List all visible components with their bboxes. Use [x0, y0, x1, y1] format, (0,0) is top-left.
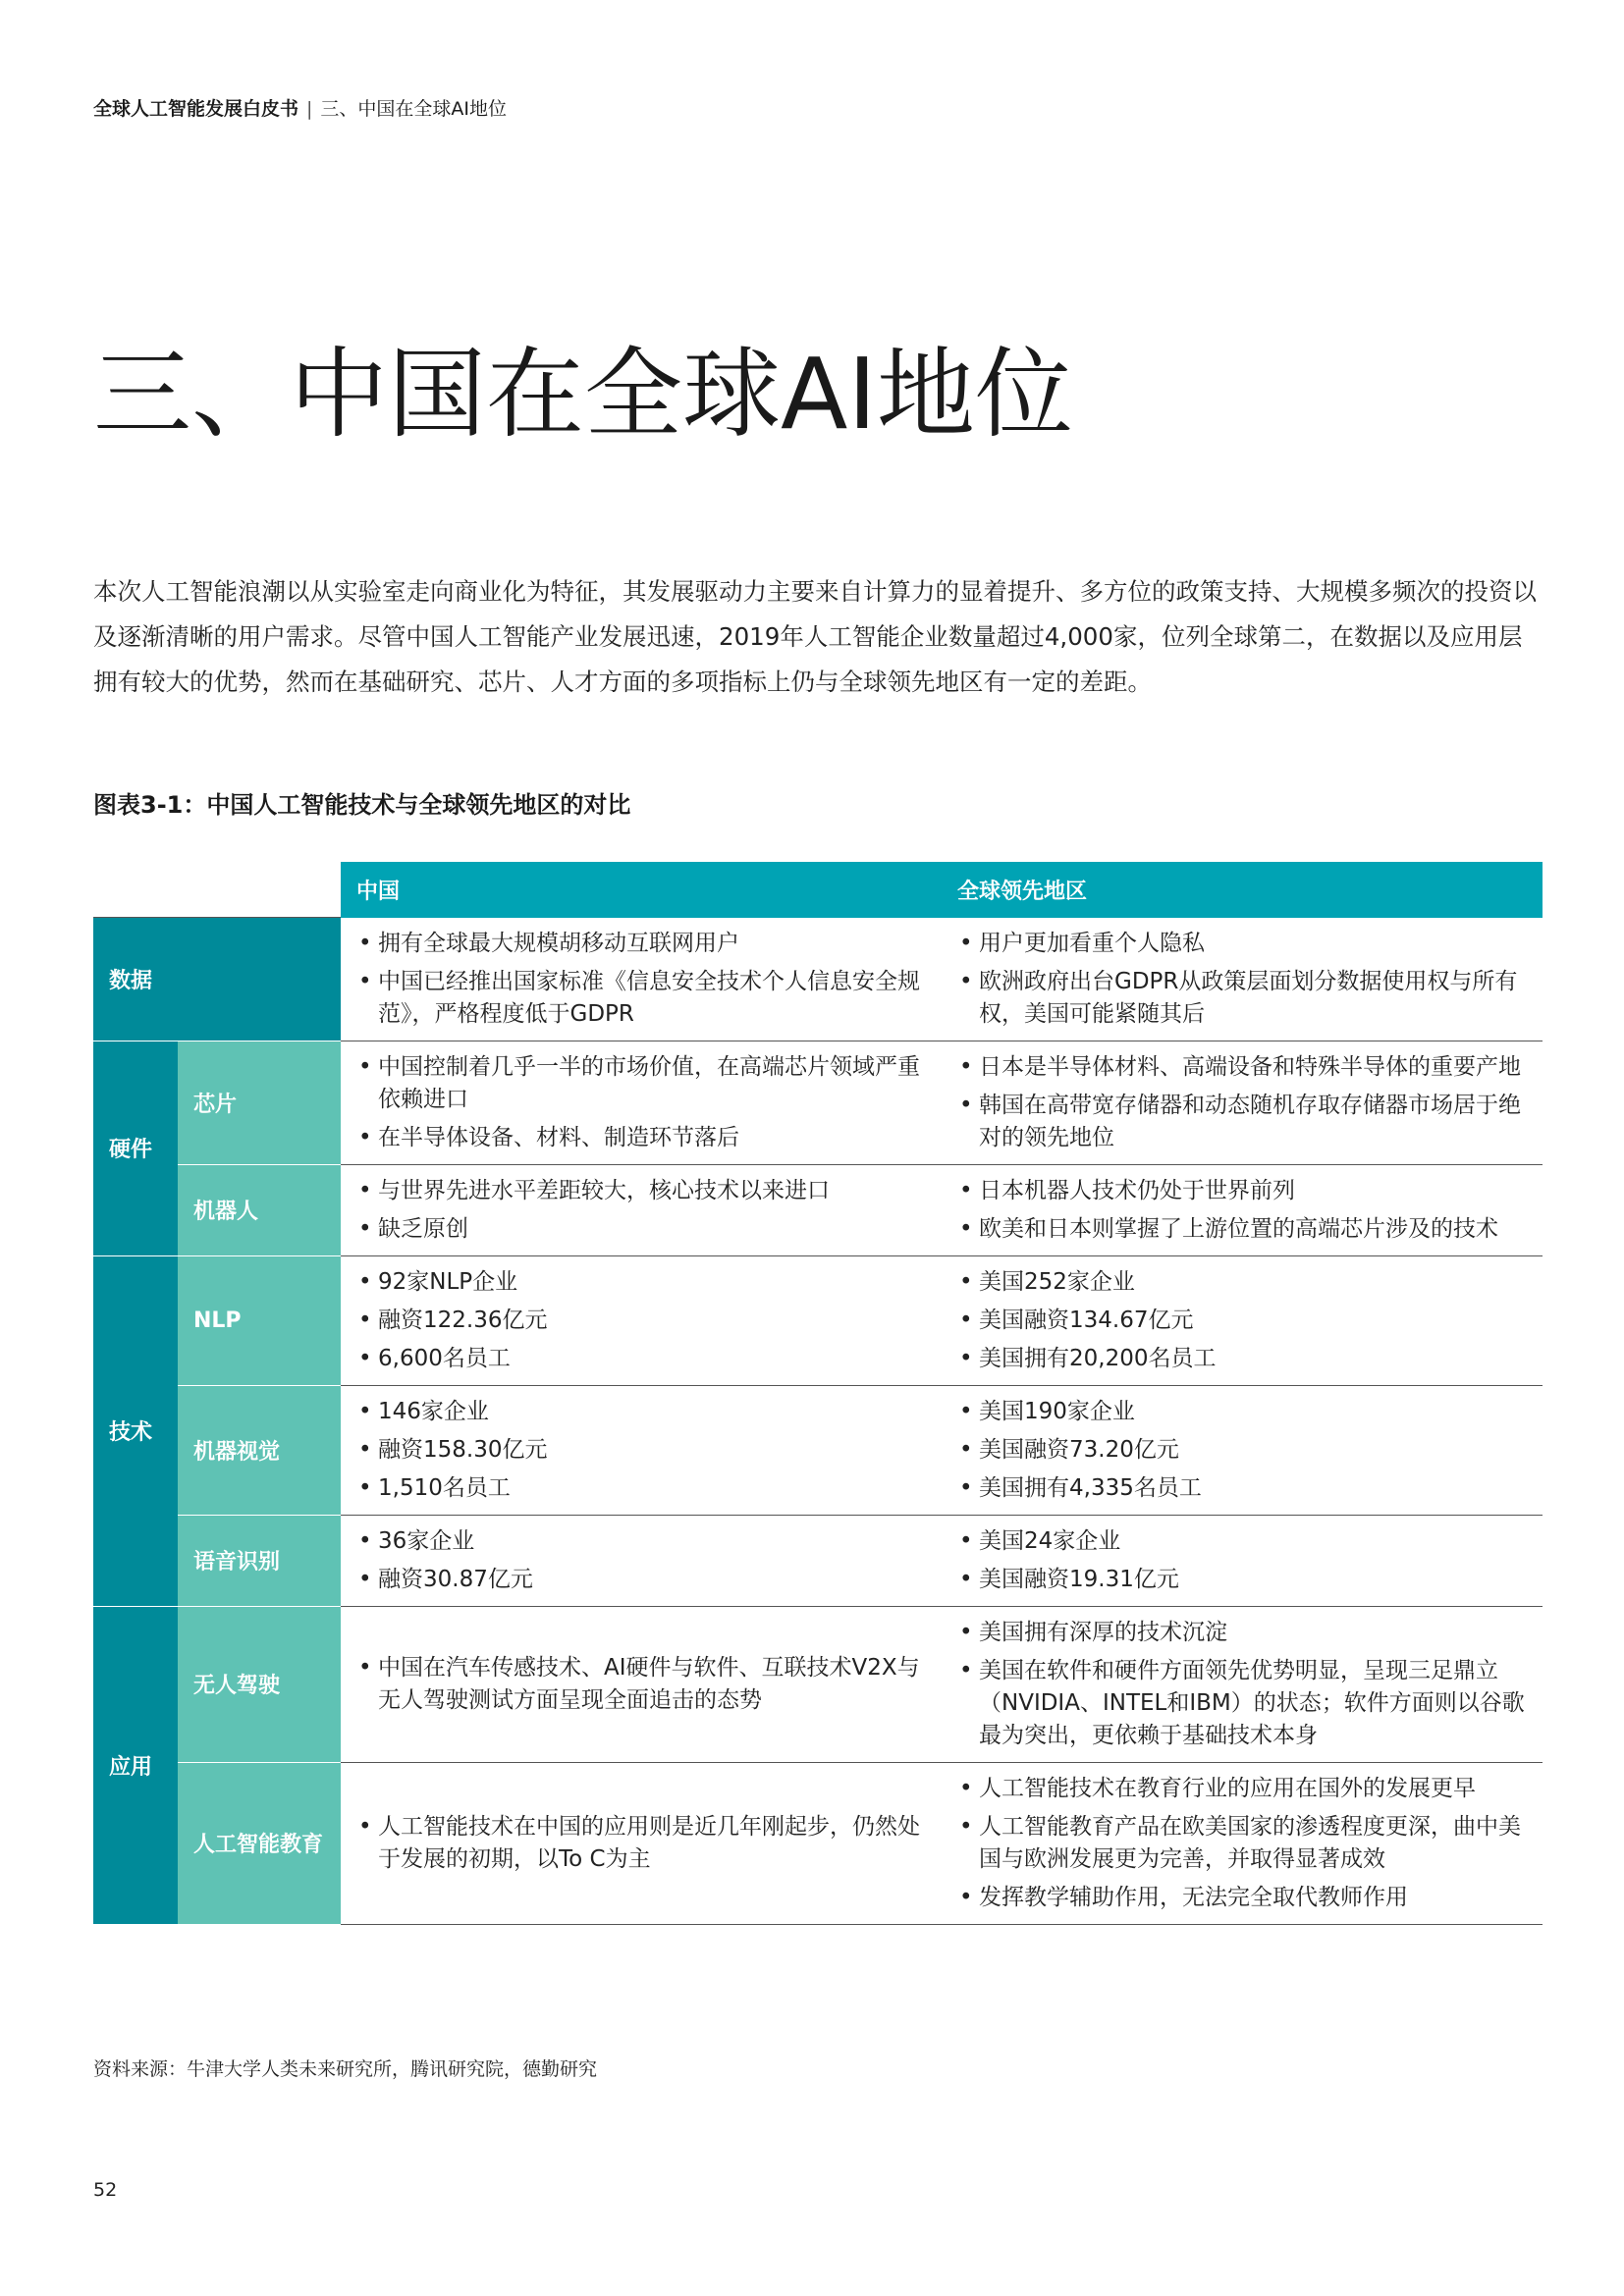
bullet-item: • 146家企业: [356, 1396, 936, 1428]
bullet-item: • 36家企业: [356, 1525, 936, 1558]
bullet-list: [957, 1051, 1537, 1154]
cell-china: [341, 1164, 942, 1255]
cell-china: [341, 918, 942, 1041]
bullet-item: • 发挥教学辅助作用，无法完全取代教师作用: [957, 1882, 1537, 1914]
bullet-item: • 欧洲政府出台GDPR从政策层面划分数据使用权与所有权，美国可能紧随其后: [957, 966, 1537, 1031]
category-tech: 技术: [93, 1255, 178, 1606]
bullet-item: • 92家NLP企业: [356, 1266, 936, 1299]
bullet-item: • 用户更加看重个人隐私: [957, 928, 1537, 960]
bullet-item: • 美国在软件和硬件方面领先优势明显，呈现三足鼎立（NVIDIA、INTEL和IBM）的状态；软件方面则以谷歌最为突出，更依赖于基础技术本身: [957, 1655, 1537, 1752]
bullet-list: [957, 1266, 1537, 1375]
table-row: [93, 1515, 1543, 1606]
bullet-list: [957, 1617, 1537, 1752]
bullet-list: [957, 1175, 1537, 1246]
cell-global: [942, 918, 1543, 1041]
header-separator: |: [306, 98, 313, 120]
bullet-item: • 融资30.87亿元: [356, 1564, 936, 1596]
bullet-item: • 拥有全球最大规模胡移动互联网用户: [356, 928, 936, 960]
bullet-item: • 人工智能技术在中国的应用则是近几年刚起步，仍然处于发展的初期，以To C为主: [356, 1811, 936, 1876]
bullet-item: • 1,510名员工: [356, 1472, 936, 1505]
header-doc-title: 全球人工智能发展白皮书: [93, 98, 299, 120]
source-note: 资料来源：牛津大学人类未来研究所，腾讯研究院，德勤研究: [93, 2058, 598, 2080]
bullet-item: • 美国拥有深厚的技术沉淀: [957, 1617, 1537, 1649]
cell-global: [942, 1606, 1543, 1762]
bullet-list: [356, 1525, 936, 1596]
bullet-list: [356, 1051, 936, 1154]
bullet-item: • 融资158.30亿元: [356, 1434, 936, 1467]
bullet-item: • 人工智能技术在教育行业的应用在国外的发展更早: [957, 1773, 1537, 1805]
bullet-item: • 美国融资73.20亿元: [957, 1434, 1537, 1467]
subcategory-chip: 芯片: [178, 1041, 341, 1164]
bullet-item: • 6,600名员工: [356, 1343, 936, 1375]
bullet-item: • 日本是半导体材料、高端设备和特殊半导体的重要产地: [957, 1051, 1537, 1084]
bullet-item: • 融资122.36亿元: [356, 1305, 936, 1337]
category-app: 应用: [93, 1606, 178, 1924]
bullet-list: [957, 928, 1537, 1031]
page-title: 三、中国在全球AI地位: [93, 337, 1073, 452]
bullet-item: • 美国拥有20,200名员工: [957, 1343, 1537, 1375]
bullet-item: • 美国252家企业: [957, 1266, 1537, 1299]
page-number: 52: [93, 2179, 118, 2201]
figure-caption: [93, 785, 630, 820]
table-header-row: [93, 862, 1543, 918]
subcategory-robot: 机器人: [178, 1164, 341, 1255]
subcategory-vision: 机器视觉: [178, 1385, 341, 1515]
cell-global: [942, 1164, 1543, 1255]
cell-china: [341, 1041, 942, 1164]
category-hardware: 硬件: [93, 1041, 178, 1255]
table-row: [93, 1606, 1543, 1762]
cell-global: [942, 1385, 1543, 1515]
table-row: [93, 1385, 1543, 1515]
cell-china: [341, 1385, 942, 1515]
table-row: [93, 918, 1543, 1041]
cell-global: [942, 1041, 1543, 1164]
bullet-list: [356, 1652, 936, 1717]
bullet-list: [957, 1773, 1537, 1914]
cell-global: [942, 1762, 1543, 1924]
subcategory-auto: 无人驾驶: [178, 1606, 341, 1762]
cell-china: [341, 1515, 942, 1606]
bullet-item: • 与世界先进水平差距较大，核心技术以来进口: [356, 1175, 936, 1207]
table-row: [93, 1762, 1543, 1924]
col-header-china: 中国: [341, 862, 942, 918]
bullet-item: • 韩国在高带宽存储器和动态随机存取存储器市场居于绝对的领先地位: [957, 1090, 1537, 1154]
table-row: [93, 1164, 1543, 1255]
table-row: [93, 1041, 1543, 1164]
bullet-item: • 中国在汽车传感技术、AI硬件与软件、互联技术V2X与无人驾驶测试方面呈现全面追击的态势: [356, 1652, 936, 1717]
bullet-item: • 欧美和日本则掌握了上游位置的高端芯片涉及的技术: [957, 1213, 1537, 1246]
cell-global: [942, 1515, 1543, 1606]
cell-china: [341, 1606, 942, 1762]
bullet-item: • 在半导体设备、材料、制造环节落后: [356, 1122, 936, 1154]
header-blank-cell: [93, 862, 341, 918]
running-header: [93, 94, 507, 121]
figure-label: 图表3-1: [93, 791, 184, 819]
cell-china: [341, 1762, 942, 1924]
bullet-item: • 美国融资134.67亿元: [957, 1305, 1537, 1337]
comparison-table: [93, 862, 1543, 1925]
bullet-list: [356, 1175, 936, 1246]
bullet-list: [356, 928, 936, 1031]
subcategory-nlp: NLP: [178, 1255, 341, 1385]
subcategory-speech: 语音识别: [178, 1515, 341, 1606]
bullet-item: • 中国已经推出国家标准《信息安全技术个人信息安全规范》，严格程度低于GDPR: [356, 966, 936, 1031]
table-row: [93, 1255, 1543, 1385]
bullet-list: [957, 1396, 1537, 1505]
bullet-list: [356, 1396, 936, 1505]
figure-colon: ：: [183, 791, 207, 819]
bullet-item: • 美国190家企业: [957, 1396, 1537, 1428]
header-section: 三、中国在全球AI地位: [320, 98, 508, 120]
cell-global: [942, 1255, 1543, 1385]
bullet-item: • 美国拥有4,335名员工: [957, 1472, 1537, 1505]
subcategory-edu: 人工智能教育: [178, 1762, 341, 1924]
col-header-global: 全球领先地区: [942, 862, 1543, 918]
bullet-item: • 美国24家企业: [957, 1525, 1537, 1558]
bullet-list: [356, 1811, 936, 1876]
bullet-list: [356, 1266, 936, 1375]
bullet-item: • 日本机器人技术仍处于世界前列: [957, 1175, 1537, 1207]
category-data: 数据: [93, 918, 341, 1041]
bullet-item: • 缺乏原创: [356, 1213, 936, 1246]
bullet-item: • 人工智能教育产品在欧美国家的渗透程度更深，曲中美国与欧洲发展更为完善，并取得显著成效: [957, 1811, 1537, 1876]
intro-paragraph: 本次人工智能浪潮以从实验室走向商业化为特征，其发展驱动力主要来自计算力的显着提升、多方位的政策支持、大规模多频次的投资以及逐渐清晰的用户需求。尽管中国人工智能产业发展迅速，2019年人工智能企业数量超过4,000家，位列全球第二，在数据以及应用层拥有较大的优势，然而在基础研究、芯片、人才方面的多项指标上仍与全球领先地区有一定的差距。: [93, 577, 1537, 696]
bullet-item: • 中国控制着几乎一半的市场价值，在高端芯片领域严重依赖进口: [356, 1051, 936, 1116]
bullet-item: • 美国融资19.31亿元: [957, 1564, 1537, 1596]
cell-china: [341, 1255, 942, 1385]
bullet-list: [957, 1525, 1537, 1596]
figure-caption-text: 中国人工智能技术与全球领先地区的对比: [206, 791, 631, 819]
